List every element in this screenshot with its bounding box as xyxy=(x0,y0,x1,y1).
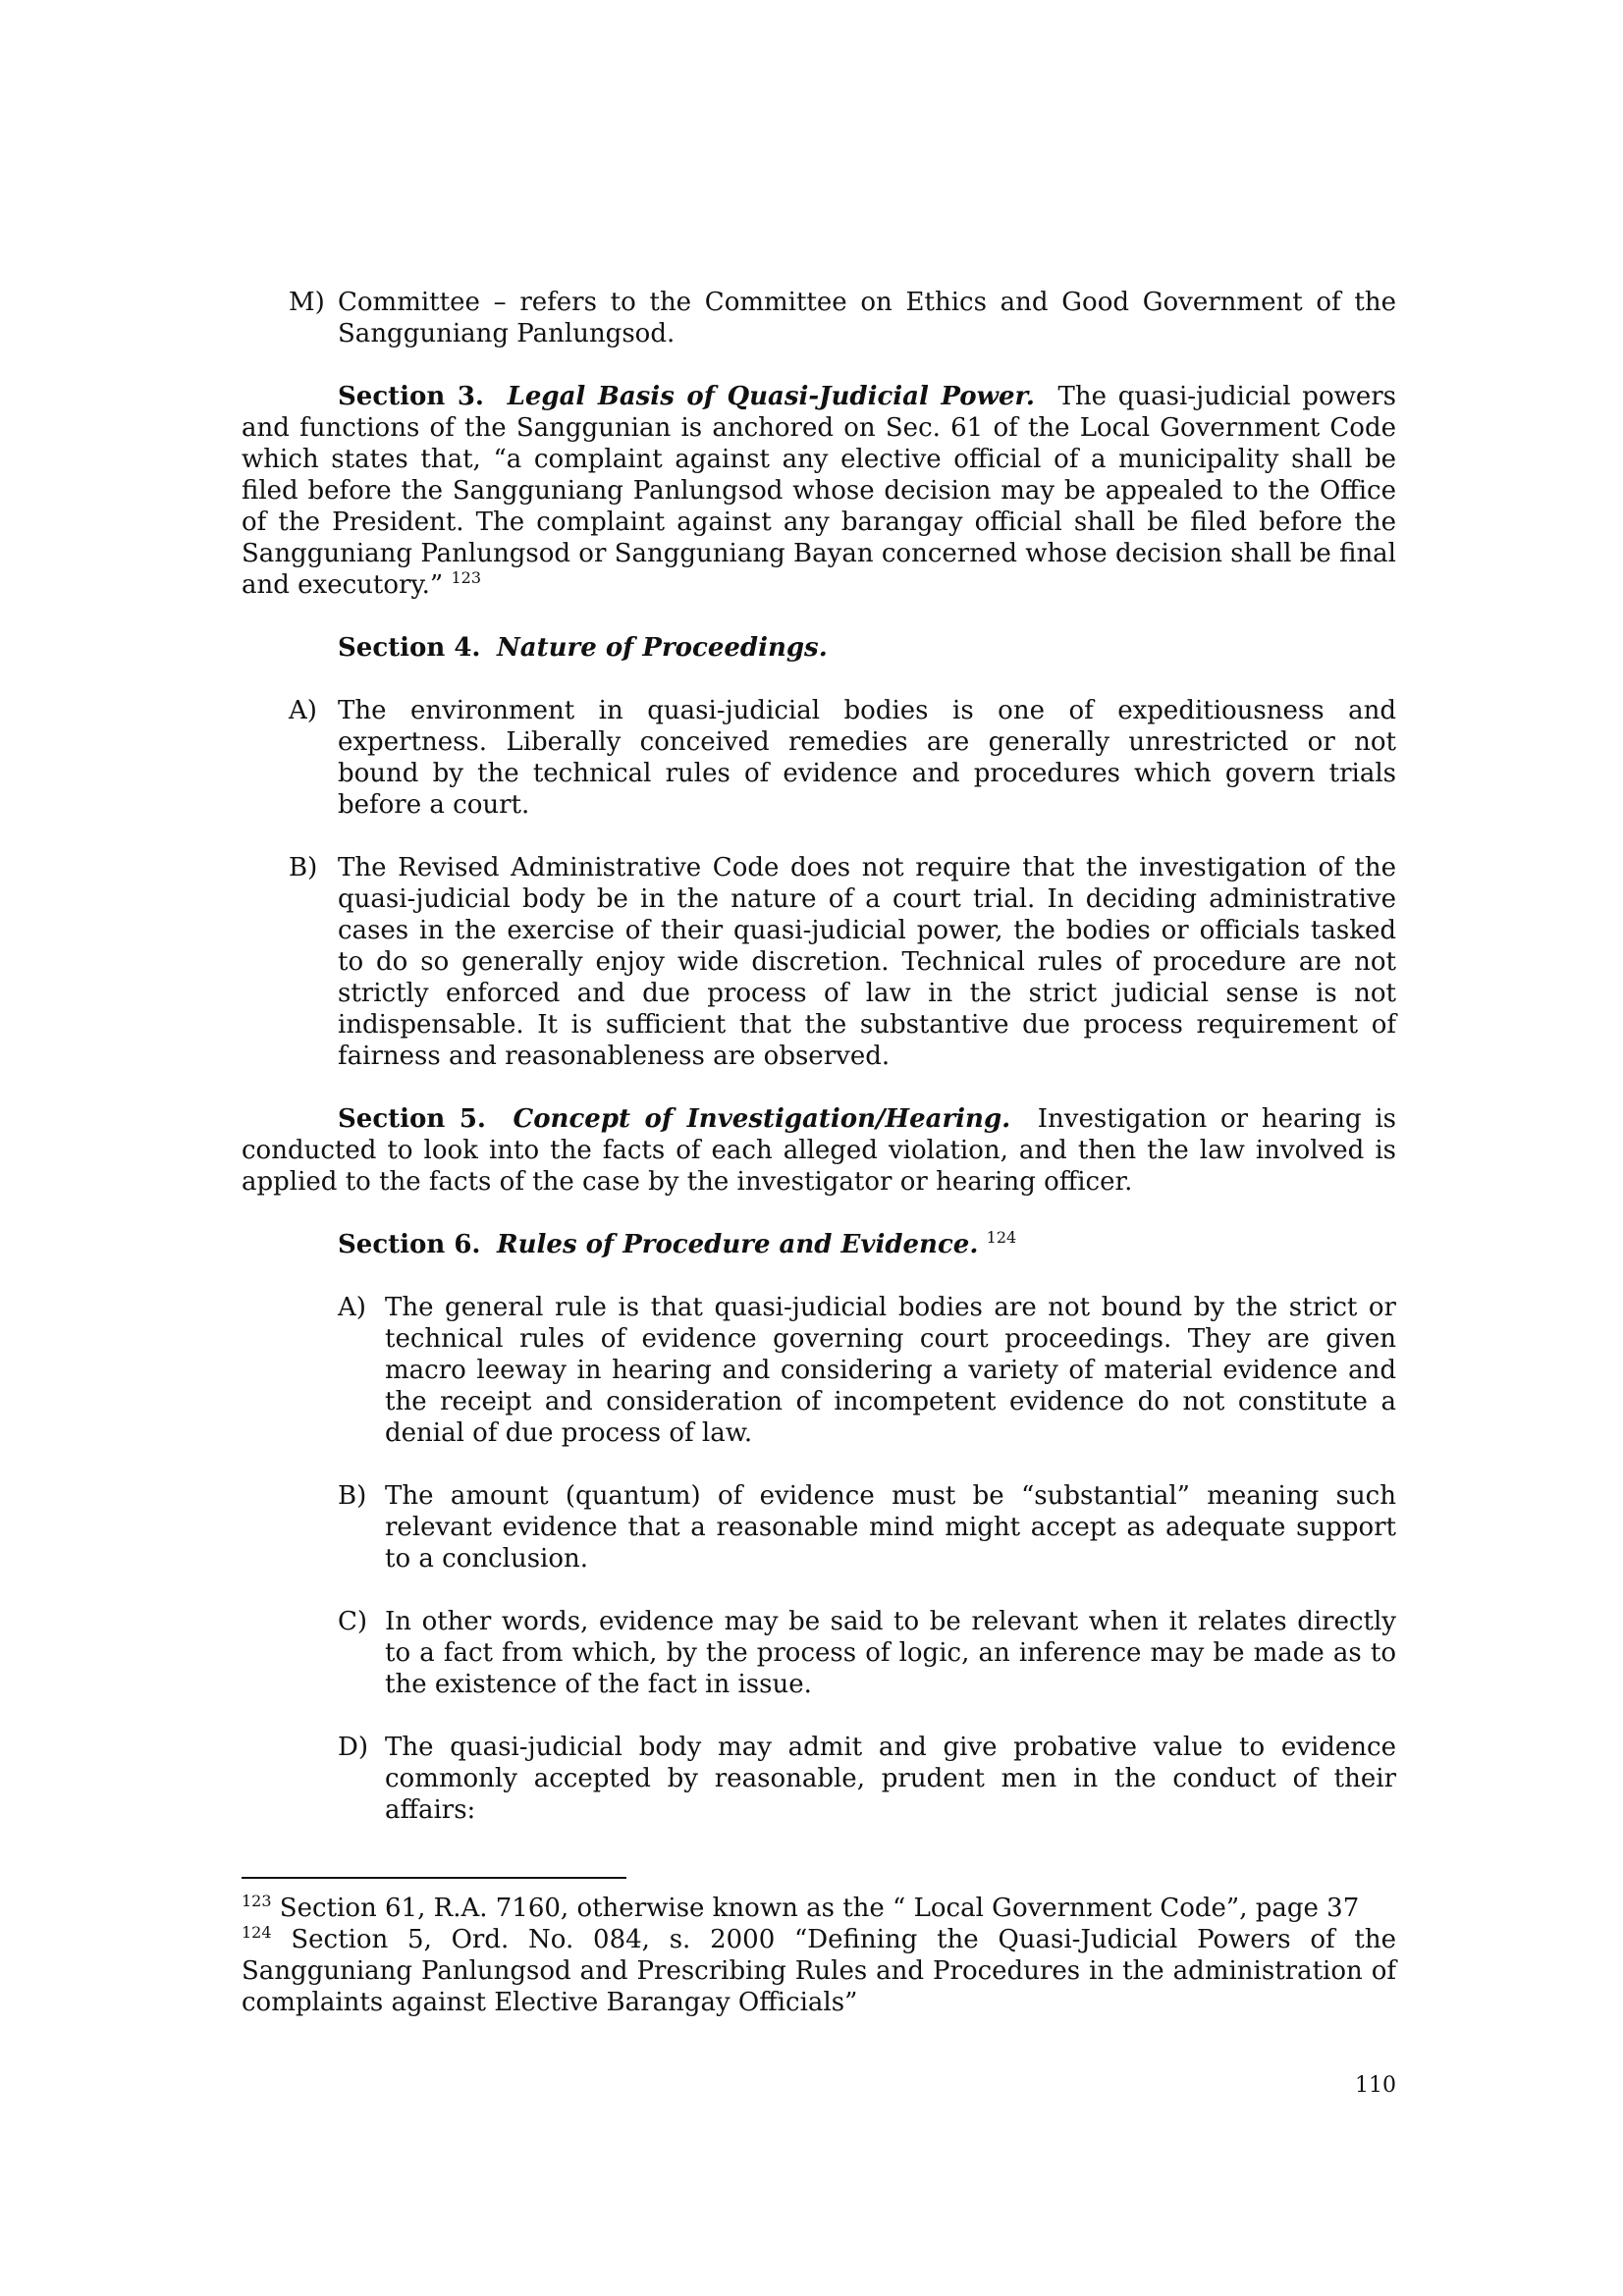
section-5 xyxy=(242,1103,1396,1198)
section-title: Rules of Procedure and Evidence. xyxy=(497,1230,979,1259)
footnote-divider xyxy=(242,1877,626,1879)
section-text: Investigation or hearing is conducted to look into the facts of each alleged violation, and then the law involved is applied to the facts of the case by the investigator or hearing officer. xyxy=(242,1104,1397,1197)
item-label: B) xyxy=(289,853,318,882)
item-text: The Revised Administrative Code does not require that the investigation of the quasi-judicial body be in the nature of a court trial. In deciding administrative cases in the exercise of their quasi-judicial power, the bodies or officials tasked to do so generally enjoy wide discretion. Technical rules of procedure are not strictly enforced and due process of law in the strict judicial sense is not indispensable. It is sufficient that the substantive due process requirement of fairness and reasonableness are observed. xyxy=(338,853,1396,1071)
item-label: B) xyxy=(338,1481,367,1511)
document-body xyxy=(242,287,1396,2018)
definition-item-m xyxy=(242,287,1396,349)
item-text: The general rule is that quasi-judicial bodies are not bound by the strict or technical rules of evidence governing court proceedings. They are given macro leeway in hearing and considering a variety of material evidence and the receipt and consideration of incompetent evidence do not constitute a denial of due process of law. xyxy=(385,1293,1396,1448)
item-text: The environment in quasi-judicial bodies is one of expeditiousness and expertness. Liberally conceived remedies are generally unrestricted or not bound by the technical rules of evidence and procedures which govern trials before a court. xyxy=(338,696,1396,820)
footnote-number: 124 xyxy=(242,1923,272,1942)
footnote-text: Section 61, R.A. 7160, otherwise known as the “ Local Government Code”, page 37 xyxy=(271,1894,1360,1923)
section-3 xyxy=(242,381,1396,601)
section-6-item-c xyxy=(242,1606,1396,1700)
footnote-ref: 124 xyxy=(986,1228,1017,1247)
footnote-number: 123 xyxy=(242,1892,272,1910)
section-4-item-a xyxy=(242,695,1396,821)
section-number: Section 3. xyxy=(338,382,484,411)
section-6-item-d xyxy=(242,1732,1396,1826)
section-4-heading xyxy=(242,632,1396,664)
footnote-124 xyxy=(242,1924,1396,2018)
item-label: C) xyxy=(338,1607,368,1636)
footnote-text: Section 5, Ord. No. 084, s. 2000 “Defining the Quasi-Judicial Powers of the Sangguniang Panlungsod and Prescribing Rules and Procedures in the administration of complaints against Elective Barangay Officials” xyxy=(242,1925,1396,2017)
item-text: Committee – refers to the Committee on Ethics and Good Government of the Sangguniang Panlungsod. xyxy=(338,288,1396,348)
item-label: D) xyxy=(338,1733,368,1762)
section-6-heading xyxy=(242,1229,1396,1260)
section-title: Concept of Investigation/Hearing. xyxy=(513,1104,1011,1134)
section-number: Section 6. xyxy=(338,1230,481,1259)
section-title: Nature of Proceedings. xyxy=(497,633,828,663)
item-label: A) xyxy=(338,1293,366,1322)
item-label: A) xyxy=(289,696,317,725)
page-number: 110 xyxy=(1355,2073,1396,2098)
footnote-123 xyxy=(242,1893,1396,1924)
item-label: M) xyxy=(289,288,325,317)
footnote-ref: 123 xyxy=(451,568,482,587)
item-text: The amount (quantum) of evidence must be “substantial” meaning such relevant evidence that a reasonable mind might accept as adequate support to a conclusion. xyxy=(385,1481,1396,1574)
section-number: Section 4. xyxy=(338,633,481,663)
item-text: In other words, evidence may be said to be relevant when it relates directly to a fact from which, by the process of logic, an inference may be made as to the existence of the fact in issue. xyxy=(385,1607,1396,1699)
item-text: The quasi-judicial body may admit and give probative value to evidence commonly accepted by reasonable, prudent men in the conduct of their affairs: xyxy=(385,1733,1396,1825)
section-4-item-b xyxy=(242,852,1396,1072)
section-title: Legal Basis of Quasi-Judicial Power. xyxy=(507,382,1035,411)
section-number: Section 5. xyxy=(338,1104,486,1134)
section-6-item-b xyxy=(242,1480,1396,1575)
section-6-item-a xyxy=(242,1292,1396,1449)
section-text: The quasi-judicial powers and functions of the Sanggunian is anchored on Sec. 61 of the Local Government Code which states that, “a complaint against any elective official of a municipality shall be filed before the Sangguniang Panlungsod whose decision may be appealed to the Office of the President. The complaint against any barangay official shall be filed before the Sangguniang Panlungsod or Sangguniang Bayan concerned whose decision shall be final and executory.” xyxy=(242,382,1397,600)
